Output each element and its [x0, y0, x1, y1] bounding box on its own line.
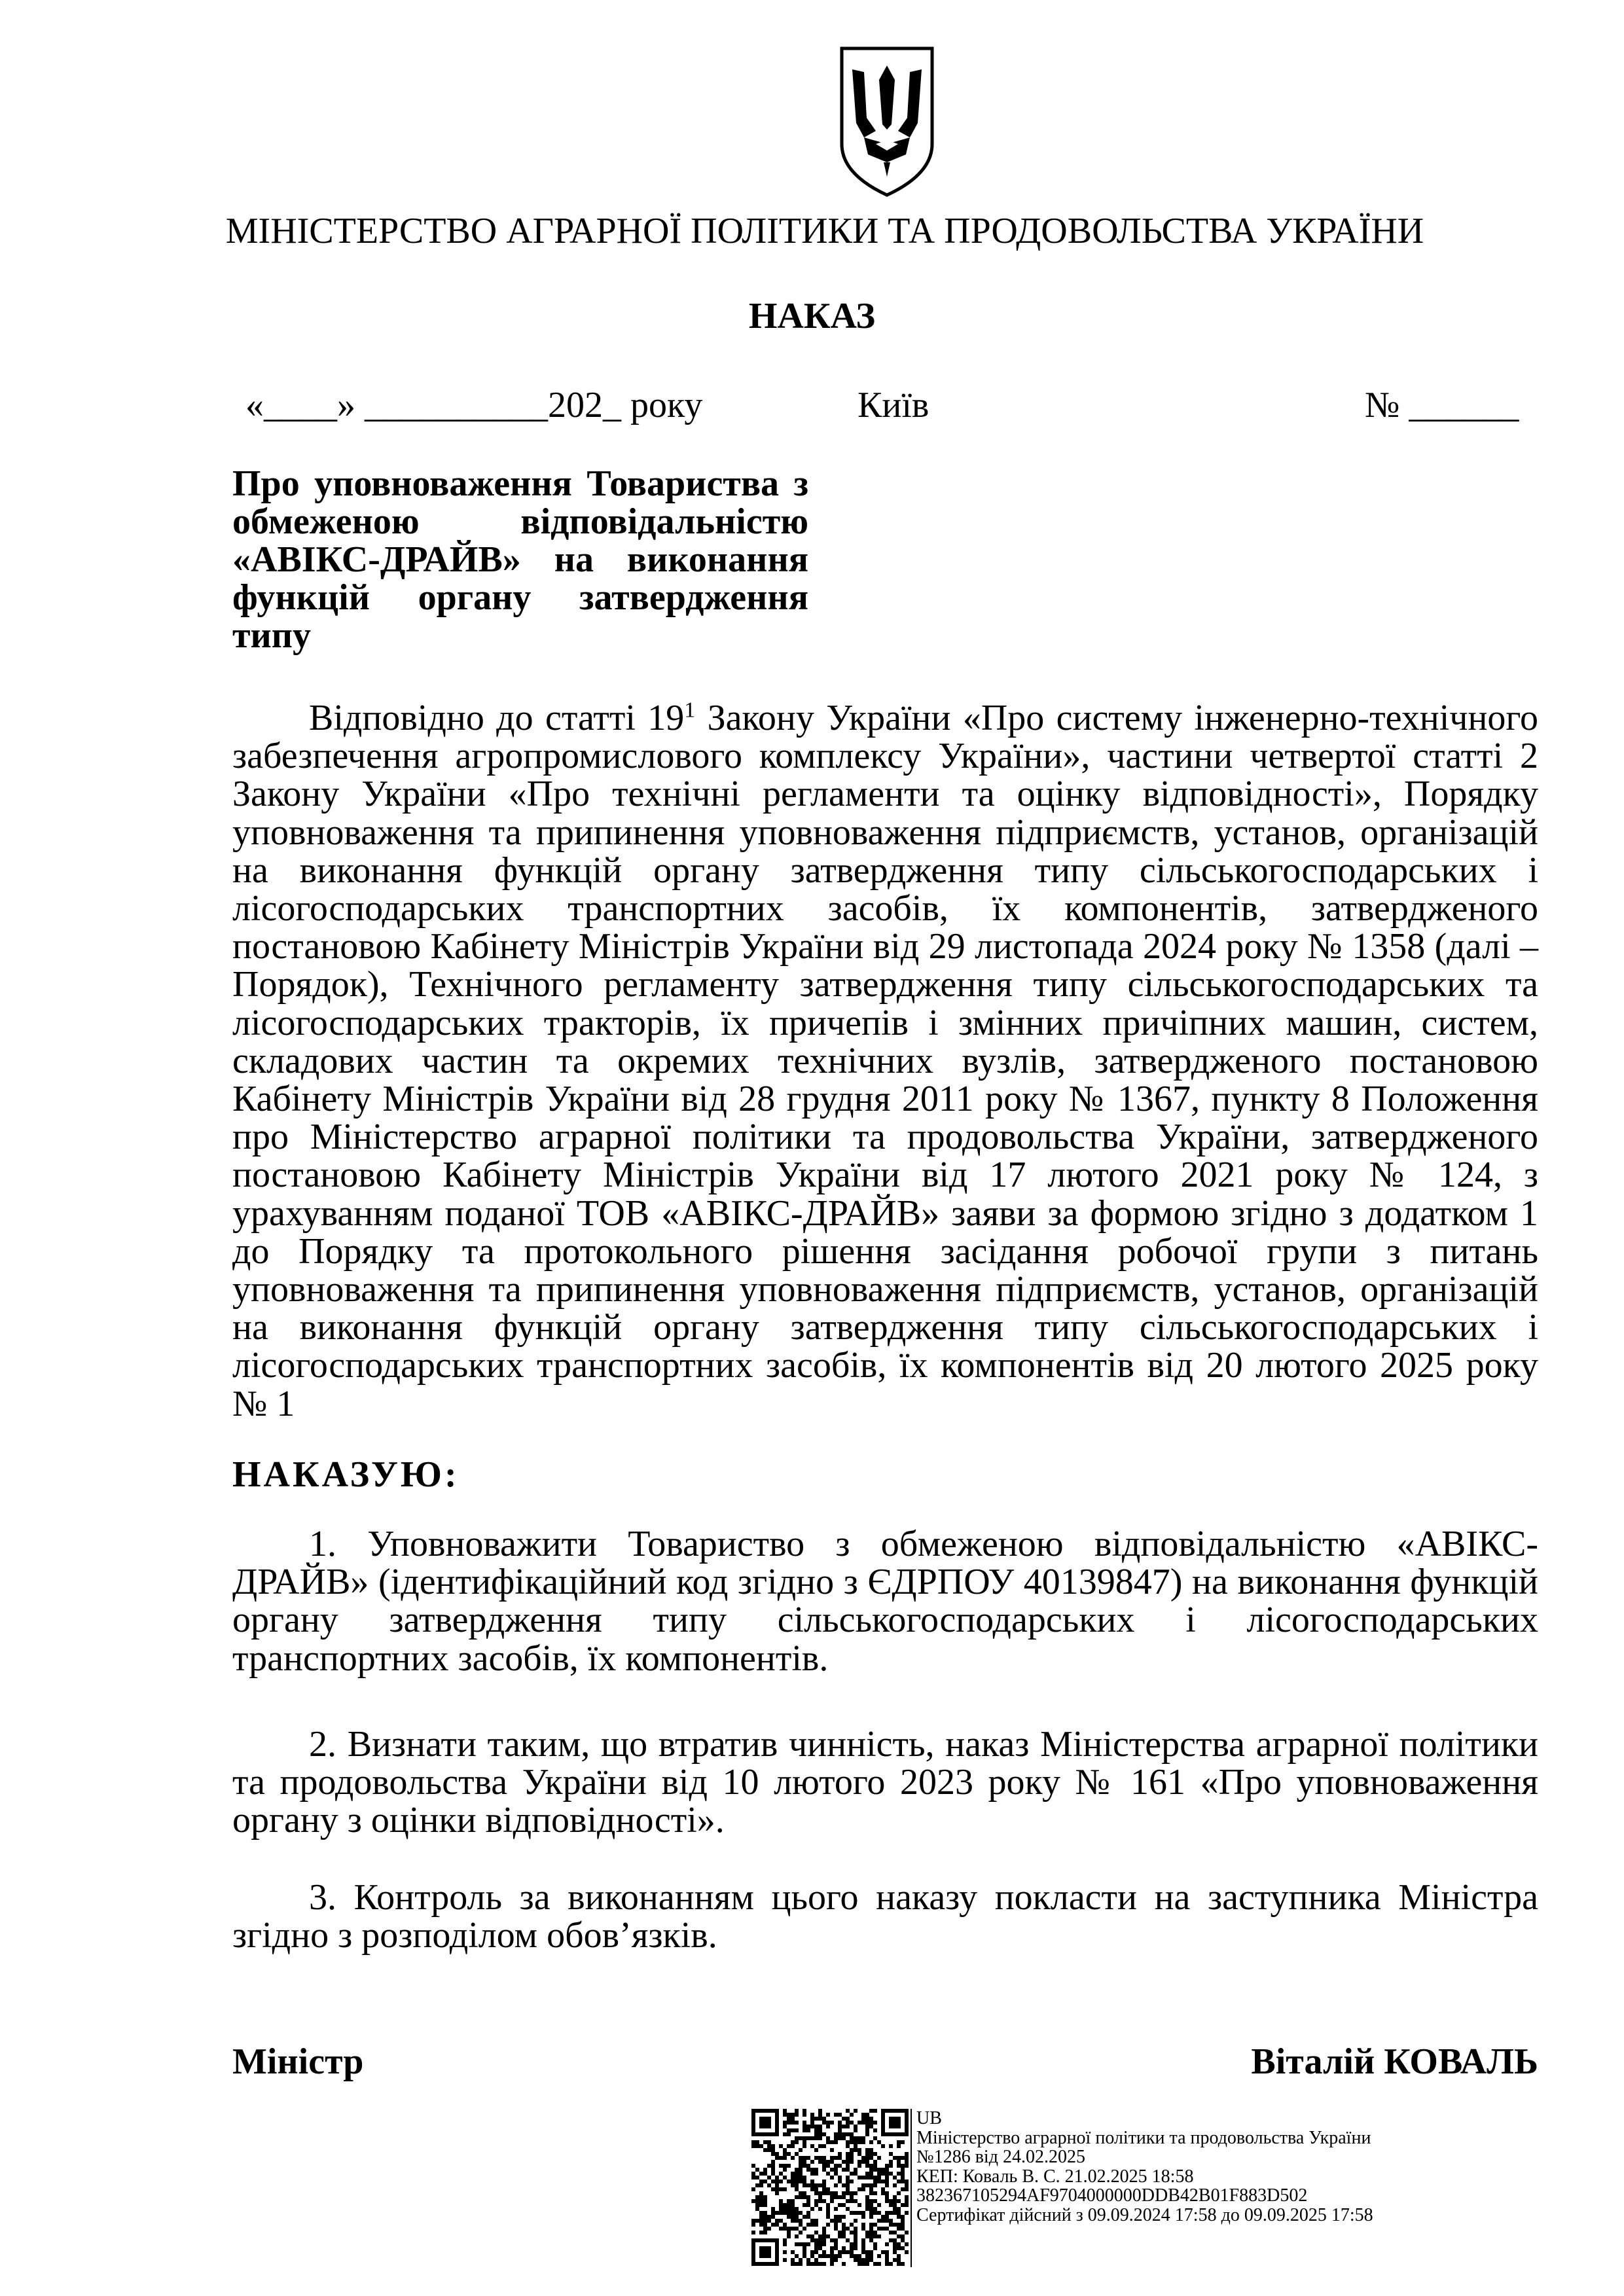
stamp-line-validity: Сертифікат дійсний з 09.09.2024 17:58 до 09.09.2025 17:58: [916, 2204, 1373, 2225]
preamble-paragraph: [232, 699, 1538, 1423]
stamp-line-registration: №1286 від 24.02.2025: [916, 2147, 1085, 2167]
orders-heading: НАКАЗУЮ:: [232, 1454, 460, 1495]
ministry-name: МІНІСТЕРСТВО АГРАРНОЇ ПОЛІТИКИ ТА ПРОДОВОЛЬСТВА УКРАЇНИ: [225, 211, 1424, 251]
stamp-line-organization: Міністерство аграрної політики та продовольства України: [916, 2127, 1371, 2148]
qr-code-icon: [751, 2109, 909, 2266]
order-number-field: № ______: [1365, 385, 1519, 425]
trident-coat-of-arms-icon: [838, 46, 936, 198]
stamp-line-signer: КЕП: Коваль В. С. 21.02.2025 18:58: [916, 2166, 1194, 2187]
signer-title: Міністр: [232, 2041, 364, 2082]
order-item-2: 2. Визнати таким, що втратив чинність, наказ Міністерства аграрної політики та продовольства України від 10 лютого 2023 року № 161 «Про уповноваження органу з оцінки відповідності».: [232, 1724, 1538, 1841]
order-item-1: 1. Уповноважити Товариство з обмеженою відповідальністю «АВІКС-ДРАЙВ» (ідентифікаційний код згідно з ЄДРПОУ 40139847) на виконання функцій органу затвердження типу сільськогосподарських і лісогосподарських транспортних засобів, їх компонентів.: [232, 1524, 1538, 1679]
document-type-title: НАКАЗ: [748, 296, 876, 336]
preamble-text-start: Відповідно до статті 19: [309, 698, 685, 738]
stamp-divider: [911, 2109, 912, 2267]
date-field: «____» __________202_ року: [245, 385, 703, 425]
preamble-text-rest: Закону України «Про систему інженерно-технічного забезпечення агропромислового комплексу України», частини четвертої статті 2 Закону України «Про технічні регламенти та оцінку відповідності», Порядку уповноваження та припинення уповноваження підприємств, установ, організацій на виконання функцій органу затвердження типу сільськогосподарських і лісогосподарських транспортних засобів, їх компонентів, затвердженого постановою Кабінету Міністрів України від 29 листопада 2024 року № 1358 (далі – Порядок), Технічного регламенту затвердження типу сільськогосподарських та лісогосподарських тракторів, їх причепів і змінних причіпних машин, систем, складових частин та окремих технічних вузлів, затвердженого постановою Кабінету Міністрів України від 28 грудня 2011 року № 1367, пункту 8 Положення про Міністерство аграрної політики та продовольства України, затвердженого постановою Кабінету Міністрів України від 17 лютого 2021 року № 124, з урахуванням поданої ТОВ «АВІКС-ДРАЙВ» заяви за формою згідно з додатком 1 до Порядку та протокольного рішення засідання робочої групи з питань уповноваження та припинення уповноваження підприємств, установ, організацій на виконання функцій органу затвердження типу сільськогосподарських і лісогосподарських транспортних засобів, їх компонентів від 20 лютого 2025 року № 1: [232, 698, 1539, 1424]
order-item-3: 3. Контроль за виконанням цього наказу покласти на заступника Міністра згідно з розподілом обов’язків.: [232, 1877, 1538, 1956]
city-label: Київ: [857, 385, 929, 425]
article-superscript: 1: [684, 698, 696, 723]
e-signature-stamp: [751, 2109, 1570, 2272]
stamp-line-serial: 382367105294AF9704000000DDB42B01F883D502: [916, 2185, 1308, 2206]
stamp-text-block: [916, 2109, 1571, 2225]
order-subject: Про уповноваження Товариства з обмеженою відповідальністю «АВІКС-ДРАЙВ» на виконання функцій органу затвердження типу: [232, 463, 808, 656]
signer-name: Віталій КОВАЛЬ: [1251, 2041, 1538, 2082]
stamp-line-code: UB: [916, 2108, 942, 2128]
